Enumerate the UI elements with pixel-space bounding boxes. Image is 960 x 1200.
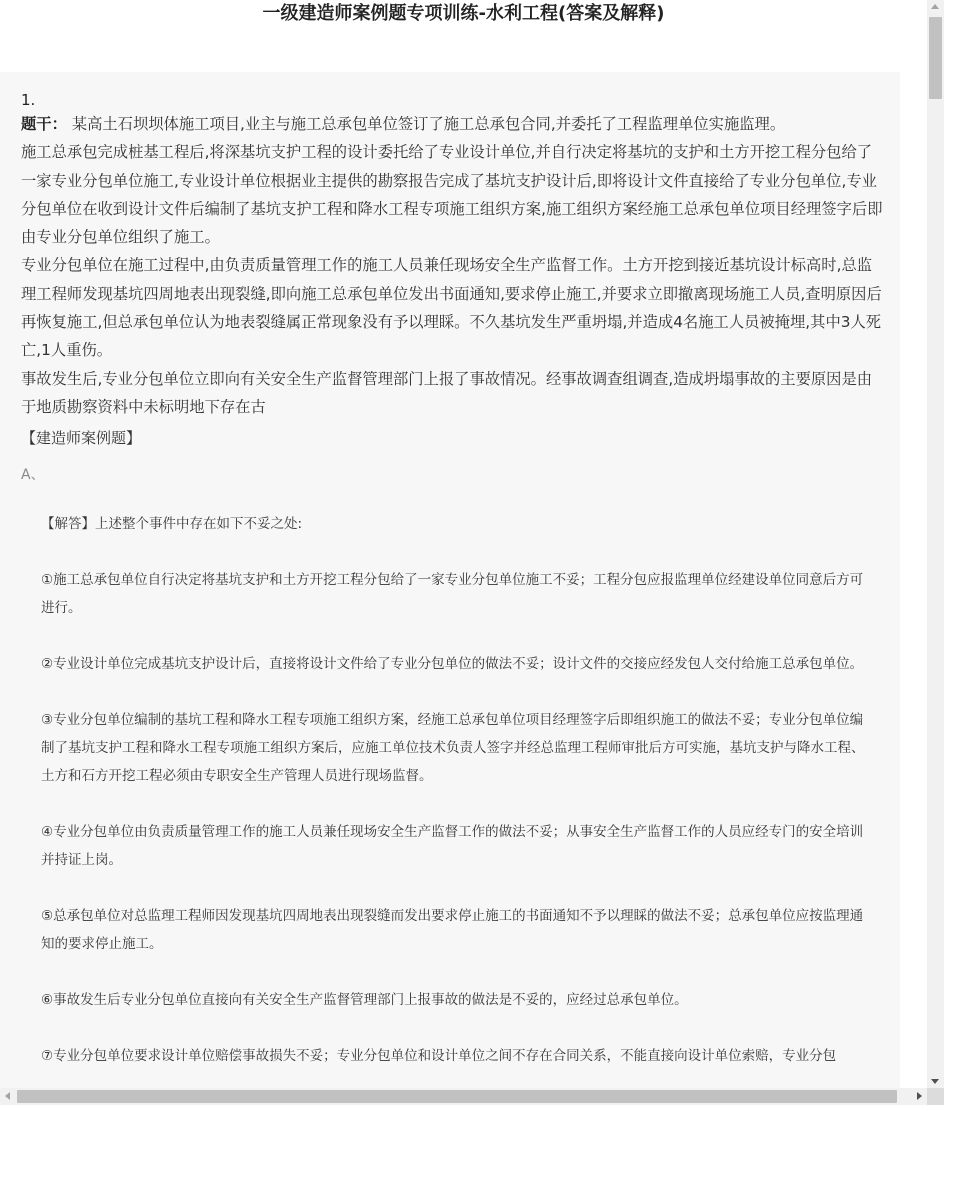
question-card	[0, 72, 900, 1088]
vertical-scrollbar[interactable]	[927, 0, 944, 1088]
scroll-down-arrow-icon[interactable]	[931, 1079, 939, 1084]
answer-item: ④专业分包单位由负责质量管理工作的施工人员兼任现场安全生产监督工作的做法不妥；从事安全生产监督工作的人员应经专门的安全培训并持证上岗。	[41, 824, 864, 868]
answer-explanation	[41, 510, 871, 1088]
stem-paragraph: 专业分包单位在施工过程中,由负责质量管理工作的施工人员兼任现场安全生产监督工作。土方开挖到接近基坑设计标高时,总监理工程师发现基坑四周地表出现裂缝,即向施工总承包单位发出书面通知,要求停止施工,并要求立即撤离现场施工人员,查明原因后再恢复施工,但总承包单位认为地表裂缝属正常现象没有予以理睬。不久基坑发生严重坍塌,并造成4名施工人员被掩埋,其中3人死亡,1人重伤。	[21, 256, 882, 360]
stem-paragraph: 施工总承包完成桩基工程后,将深基坑支护工程的设计委托给了专业设计单位,并自行决定将基坑的支护和土方开挖工程分包给了一家专业分包单位施工,专业设计单位根据业主提供的勘察报告完成了基坑支护设计后,即将设计文件直接给了专业分包单位,专业分包单位在收到设计文件后编制了基坑支护工程和降水工程专项施工组织方案,施工组织方案经施工总承包单位项目经理签字后即由专业分包单位组织了施工。	[21, 143, 883, 247]
scroll-right-arrow-icon[interactable]	[917, 1092, 922, 1100]
answer-intro: 【解答】上述整个事件中存在如下不妥之处:	[41, 516, 303, 532]
answer-item: ⑥事故发生后专业分包单位直接向有关安全生产监督管理部门上报事故的做法是不妥的，应经过总承包单位。	[41, 992, 688, 1008]
horizontal-scrollbar[interactable]	[0, 1088, 927, 1105]
question-number: 1.	[21, 91, 36, 109]
stem-first-line	[21, 110, 887, 138]
page-title: 一级建造师案例题专项训练-水利工程(答案及解释)	[262, 3, 665, 24]
question-stem	[21, 110, 887, 421]
stem-paragraph: 事故发生后,专业分包单位立即向有关安全生产监督管理部门上报了事故情况。经事故调查组调查,造成坍塌事故的主要原因是由于地质勘察资料中未标明地下存在古	[21, 369, 873, 416]
option-a-label: A、	[21, 467, 45, 483]
scroll-up-arrow-icon[interactable]	[931, 4, 939, 9]
answer-item: ①施工总承包单位自行决定将基坑支护和土方开挖工程分包给了一家专业分包单位施工不妥；工程分包应报监理单位经建设单位同意后方可进行。	[41, 572, 864, 616]
section-tag: 【建造师案例题】	[21, 429, 142, 447]
stem-label: 题干：	[21, 115, 67, 133]
stem-first-text: 某高土石坝坝体施工项目,业主与施工总承包单位签订了施工总承包合同,并委托了工程监理单位实施监理。	[66, 115, 786, 133]
horizontal-scroll-thumb[interactable]	[17, 1090, 897, 1103]
answer-item: ③专业分包单位编制的基坑工程和降水工程专项施工组织方案，经施工总承包单位项目经理签字后即组织施工的做法不妥；专业分包单位编制了基坑支护工程和降水工程专项施工组织方案后，应施工单位技术负责人签字并经总监理工程师审批后方可实施，基坑支护与降水工程、土方和石方开挖工程必须由专职安全生产管理人员进行现场监督。	[41, 712, 865, 784]
vertical-scroll-thumb[interactable]	[929, 17, 942, 99]
answer-item: ⑤总承包单位对总监理工程师因发现基坑四周地表出现裂缝而发出要求停止施工的书面通知不予以理睬的做法不妥；总承包单位应按监理通知的要求停止施工。	[41, 908, 864, 952]
scroll-left-arrow-icon[interactable]	[5, 1092, 10, 1100]
answer-item: ⑦专业分包单位要求设计单位赔偿事故损失不妥；专业分包单位和设计单位之间不存在合同关系，不能直接向设计单位索赔，专业分包	[41, 1048, 837, 1064]
scrollbar-corner	[927, 1088, 944, 1105]
answer-item: ②专业设计单位完成基坑支护设计后，直接将设计文件给了专业分包单位的做法不妥；设计文件的交接应经发包人交付给施工总承包单位。	[41, 656, 864, 672]
